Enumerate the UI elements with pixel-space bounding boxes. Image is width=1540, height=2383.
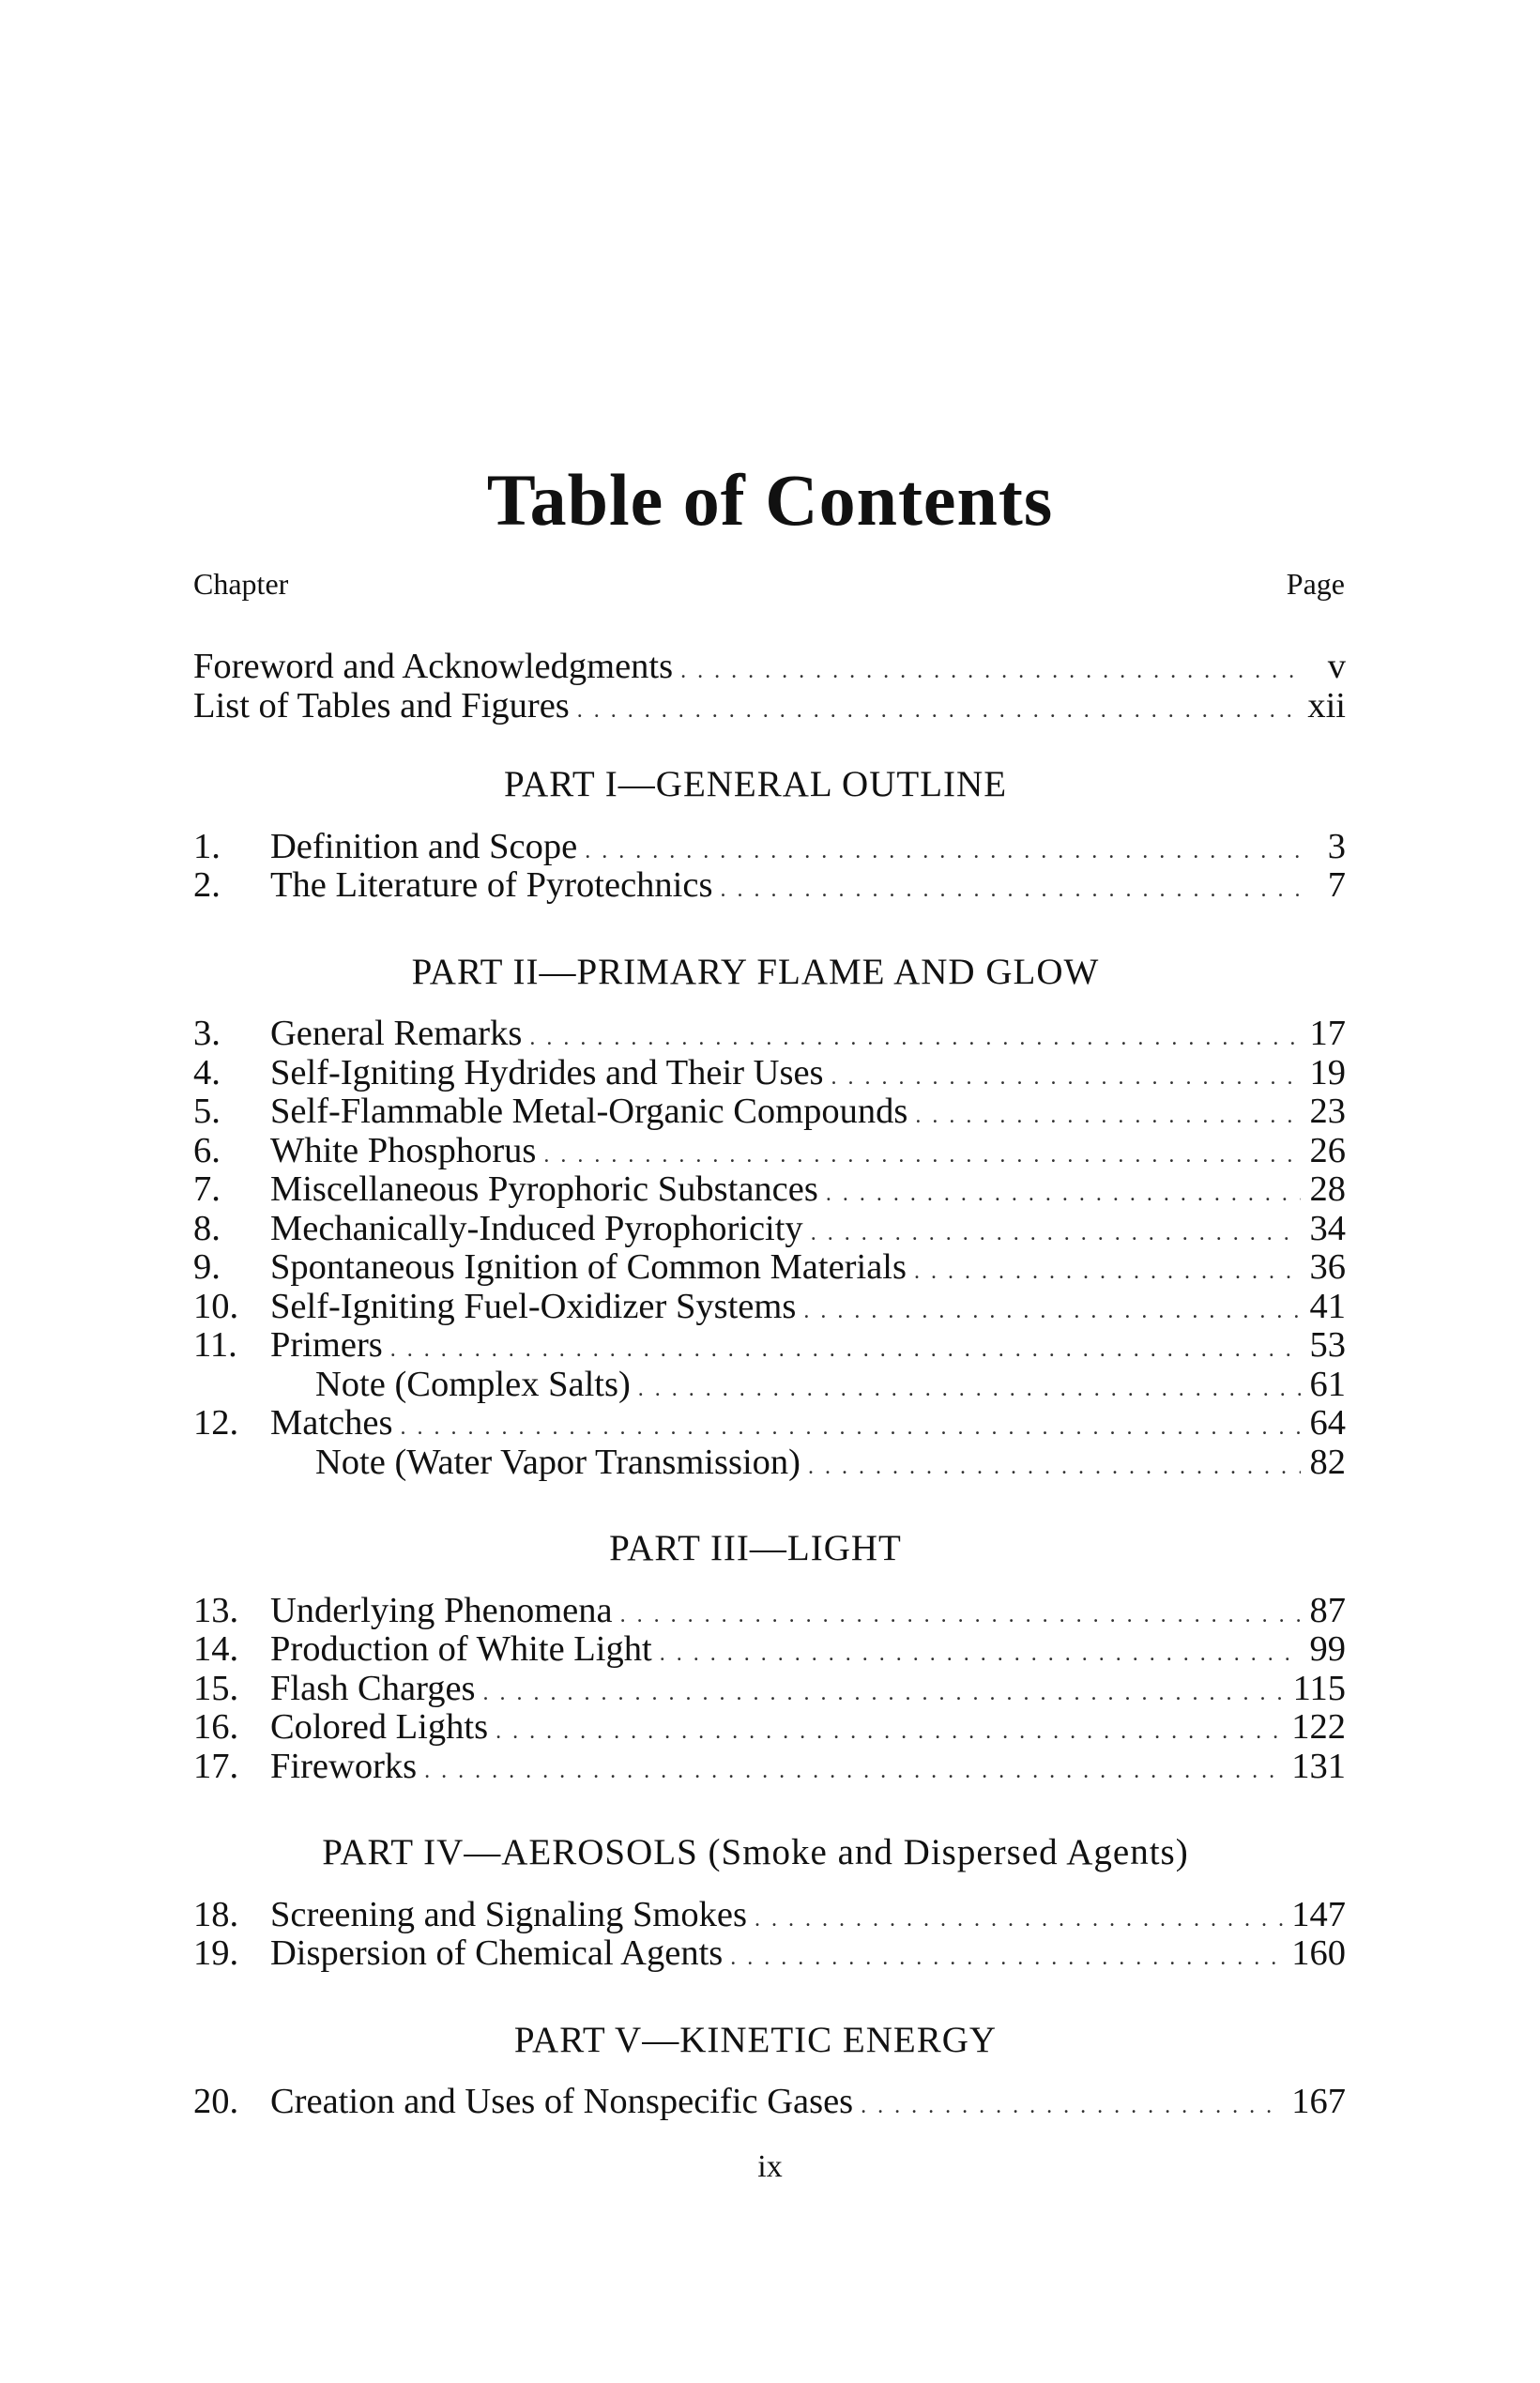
page-number: 160 — [1291, 1933, 1346, 1973]
chapter-number: 17. — [193, 1746, 239, 1786]
chapter-number: 18. — [193, 1894, 239, 1934]
chapter-number: 11. — [193, 1325, 237, 1365]
chapter-number: 1. — [193, 826, 221, 866]
dot-leader — [660, 1635, 1301, 1674]
entry-title: Creation and Uses of Nonspecific Gases — [270, 2082, 854, 2121]
page-number: xii — [1307, 685, 1346, 726]
dot-leader — [755, 1901, 1284, 1940]
page-number: 3 — [1327, 826, 1346, 866]
page-number: 23 — [1309, 1092, 1346, 1131]
chapter-number: 10. — [193, 1286, 239, 1326]
toc-front-matter-entry — [193, 648, 1346, 687]
chapter-number: 2. — [193, 865, 221, 905]
entry-title: Definition and Scope — [270, 826, 578, 866]
page-title: Table of Contents — [486, 459, 1054, 541]
toc-entry — [193, 2083, 1346, 2122]
chapter-number: 19. — [193, 1933, 239, 1973]
dot-leader — [915, 1097, 1301, 1137]
page-folio: ix — [757, 2149, 783, 2184]
chapter-number: 15. — [193, 1668, 239, 1708]
toc-entry — [193, 866, 1346, 906]
page-number: 64 — [1309, 1403, 1346, 1443]
toc-note-entry — [193, 1444, 1346, 1483]
page-number: 7 — [1327, 865, 1346, 905]
toc-entry — [193, 1404, 1346, 1444]
table-of-contents — [193, 648, 1346, 2122]
entry-title: Note (Water Vapor Transmission) — [315, 1442, 800, 1482]
dot-leader — [803, 1292, 1301, 1332]
chapter-number: 12. — [193, 1403, 239, 1443]
entry-title: Underlying Phenomena — [270, 1590, 613, 1630]
dot-leader — [483, 1674, 1286, 1714]
toc-entry — [193, 1132, 1346, 1171]
page-number: 34 — [1309, 1208, 1346, 1248]
dot-leader — [496, 1713, 1284, 1752]
dot-leader — [808, 1448, 1301, 1488]
entry-title: Self-Igniting Fuel-Oxidizer Systems — [270, 1286, 797, 1326]
page-number: 53 — [1309, 1325, 1346, 1365]
dot-leader — [620, 1596, 1301, 1636]
chapter-number: 8. — [193, 1208, 221, 1248]
entry-title: Foreword and Acknowledgments — [193, 647, 674, 686]
dot-leader — [720, 871, 1301, 910]
chapter-number: 3. — [193, 1014, 221, 1053]
toc-entry — [193, 1326, 1346, 1366]
part-heading: PART IV—AEROSOLS (Smoke and Dispersed Agents) — [322, 1832, 1189, 1872]
page-number: 61 — [1309, 1364, 1346, 1404]
entry-title: List of Tables and Figures — [193, 685, 570, 726]
dot-leader — [577, 692, 1301, 731]
part-heading: PART I—GENERAL OUTLINE — [503, 764, 1008, 804]
page-number: 26 — [1309, 1130, 1346, 1170]
chapter-number: 9. — [193, 1247, 221, 1287]
chapter-column-header: Chapter — [193, 567, 289, 601]
page-number: 19 — [1309, 1052, 1346, 1092]
dot-leader — [730, 1939, 1284, 1978]
toc-entry — [193, 1248, 1346, 1288]
dot-leader — [826, 1175, 1301, 1214]
entry-title: Self-Igniting Hydrides and Their Uses — [270, 1052, 824, 1092]
entry-title: Production of White Light — [270, 1629, 652, 1669]
entry-title: Colored Lights — [270, 1707, 489, 1747]
chapter-number: 7. — [193, 1169, 221, 1209]
page-number: 167 — [1291, 2082, 1346, 2121]
dot-leader — [861, 2087, 1284, 2127]
entry-title: Mechanically-Induced Pyrophoricity — [270, 1208, 803, 1248]
entry-title: Miscellaneous Pyrophoric Substances — [270, 1169, 818, 1209]
page-number: 41 — [1309, 1286, 1346, 1326]
toc-entry — [193, 1092, 1346, 1132]
part-heading: PART II—PRIMARY FLAME AND GLOW — [411, 951, 1100, 992]
chapter-number: 6. — [193, 1130, 221, 1170]
page-number: 28 — [1309, 1169, 1346, 1209]
toc-entry — [193, 1630, 1346, 1670]
toc-entry — [193, 828, 1346, 867]
toc-entry — [193, 1288, 1346, 1327]
chapter-number: 20. — [193, 2082, 239, 2121]
dot-leader — [914, 1253, 1301, 1292]
toc-entry — [193, 1170, 1346, 1210]
page-number: 131 — [1291, 1746, 1346, 1786]
entry-title: Spontaneous Ignition of Common Materials — [270, 1247, 907, 1287]
chapter-number: 16. — [193, 1707, 239, 1747]
part-heading: PART III—LIGHT — [609, 1528, 902, 1568]
dot-leader — [680, 652, 1301, 692]
chapter-number: 13. — [193, 1590, 239, 1630]
toc-entry — [193, 1748, 1346, 1787]
page-number: v — [1327, 647, 1346, 686]
toc-entry — [193, 1054, 1346, 1093]
page-number: 147 — [1291, 1894, 1346, 1934]
toc-entry — [193, 1015, 1346, 1054]
part-heading: PART V—KINETIC ENERGY — [513, 2019, 998, 2060]
toc-entry — [193, 1592, 1346, 1631]
page-number: 115 — [1292, 1668, 1346, 1708]
entry-title: Fireworks — [270, 1746, 418, 1786]
dot-leader — [424, 1752, 1284, 1792]
chapter-number: 4. — [193, 1052, 221, 1092]
chapter-number: 5. — [193, 1092, 221, 1131]
page-number: 122 — [1291, 1707, 1346, 1747]
page-number: 82 — [1309, 1442, 1346, 1482]
toc-entry — [193, 1670, 1346, 1709]
page-column-header: Page — [1286, 567, 1345, 601]
toc-entry — [193, 1934, 1346, 1974]
entry-title: Dispersion of Chemical Agents — [270, 1933, 724, 1973]
page-number: 17 — [1309, 1014, 1346, 1053]
entry-title: White Phosphorus — [270, 1130, 537, 1170]
page-number: 87 — [1309, 1590, 1346, 1630]
toc-entry — [193, 1708, 1346, 1748]
dot-leader — [638, 1370, 1301, 1410]
chapter-number: 14. — [193, 1629, 239, 1669]
toc-entry — [193, 1896, 1346, 1935]
toc-entry — [193, 1210, 1346, 1249]
page-number: 36 — [1309, 1247, 1346, 1287]
entry-title: Screening and Signaling Smokes — [270, 1894, 747, 1934]
entry-title: Self-Flammable Metal-Organic Compounds — [270, 1092, 908, 1131]
entry-title: Flash Charges — [270, 1668, 476, 1708]
entry-title: General Remarks — [270, 1014, 523, 1053]
toc-note-entry — [193, 1366, 1346, 1405]
page-number: 99 — [1309, 1629, 1346, 1669]
entry-title: Matches — [270, 1403, 393, 1443]
entry-title: The Literature of Pyrotechnics — [270, 865, 713, 905]
toc-front-matter-entry — [193, 687, 1346, 726]
entry-title: Primers — [270, 1325, 383, 1365]
entry-title: Note (Complex Salts) — [315, 1364, 631, 1404]
